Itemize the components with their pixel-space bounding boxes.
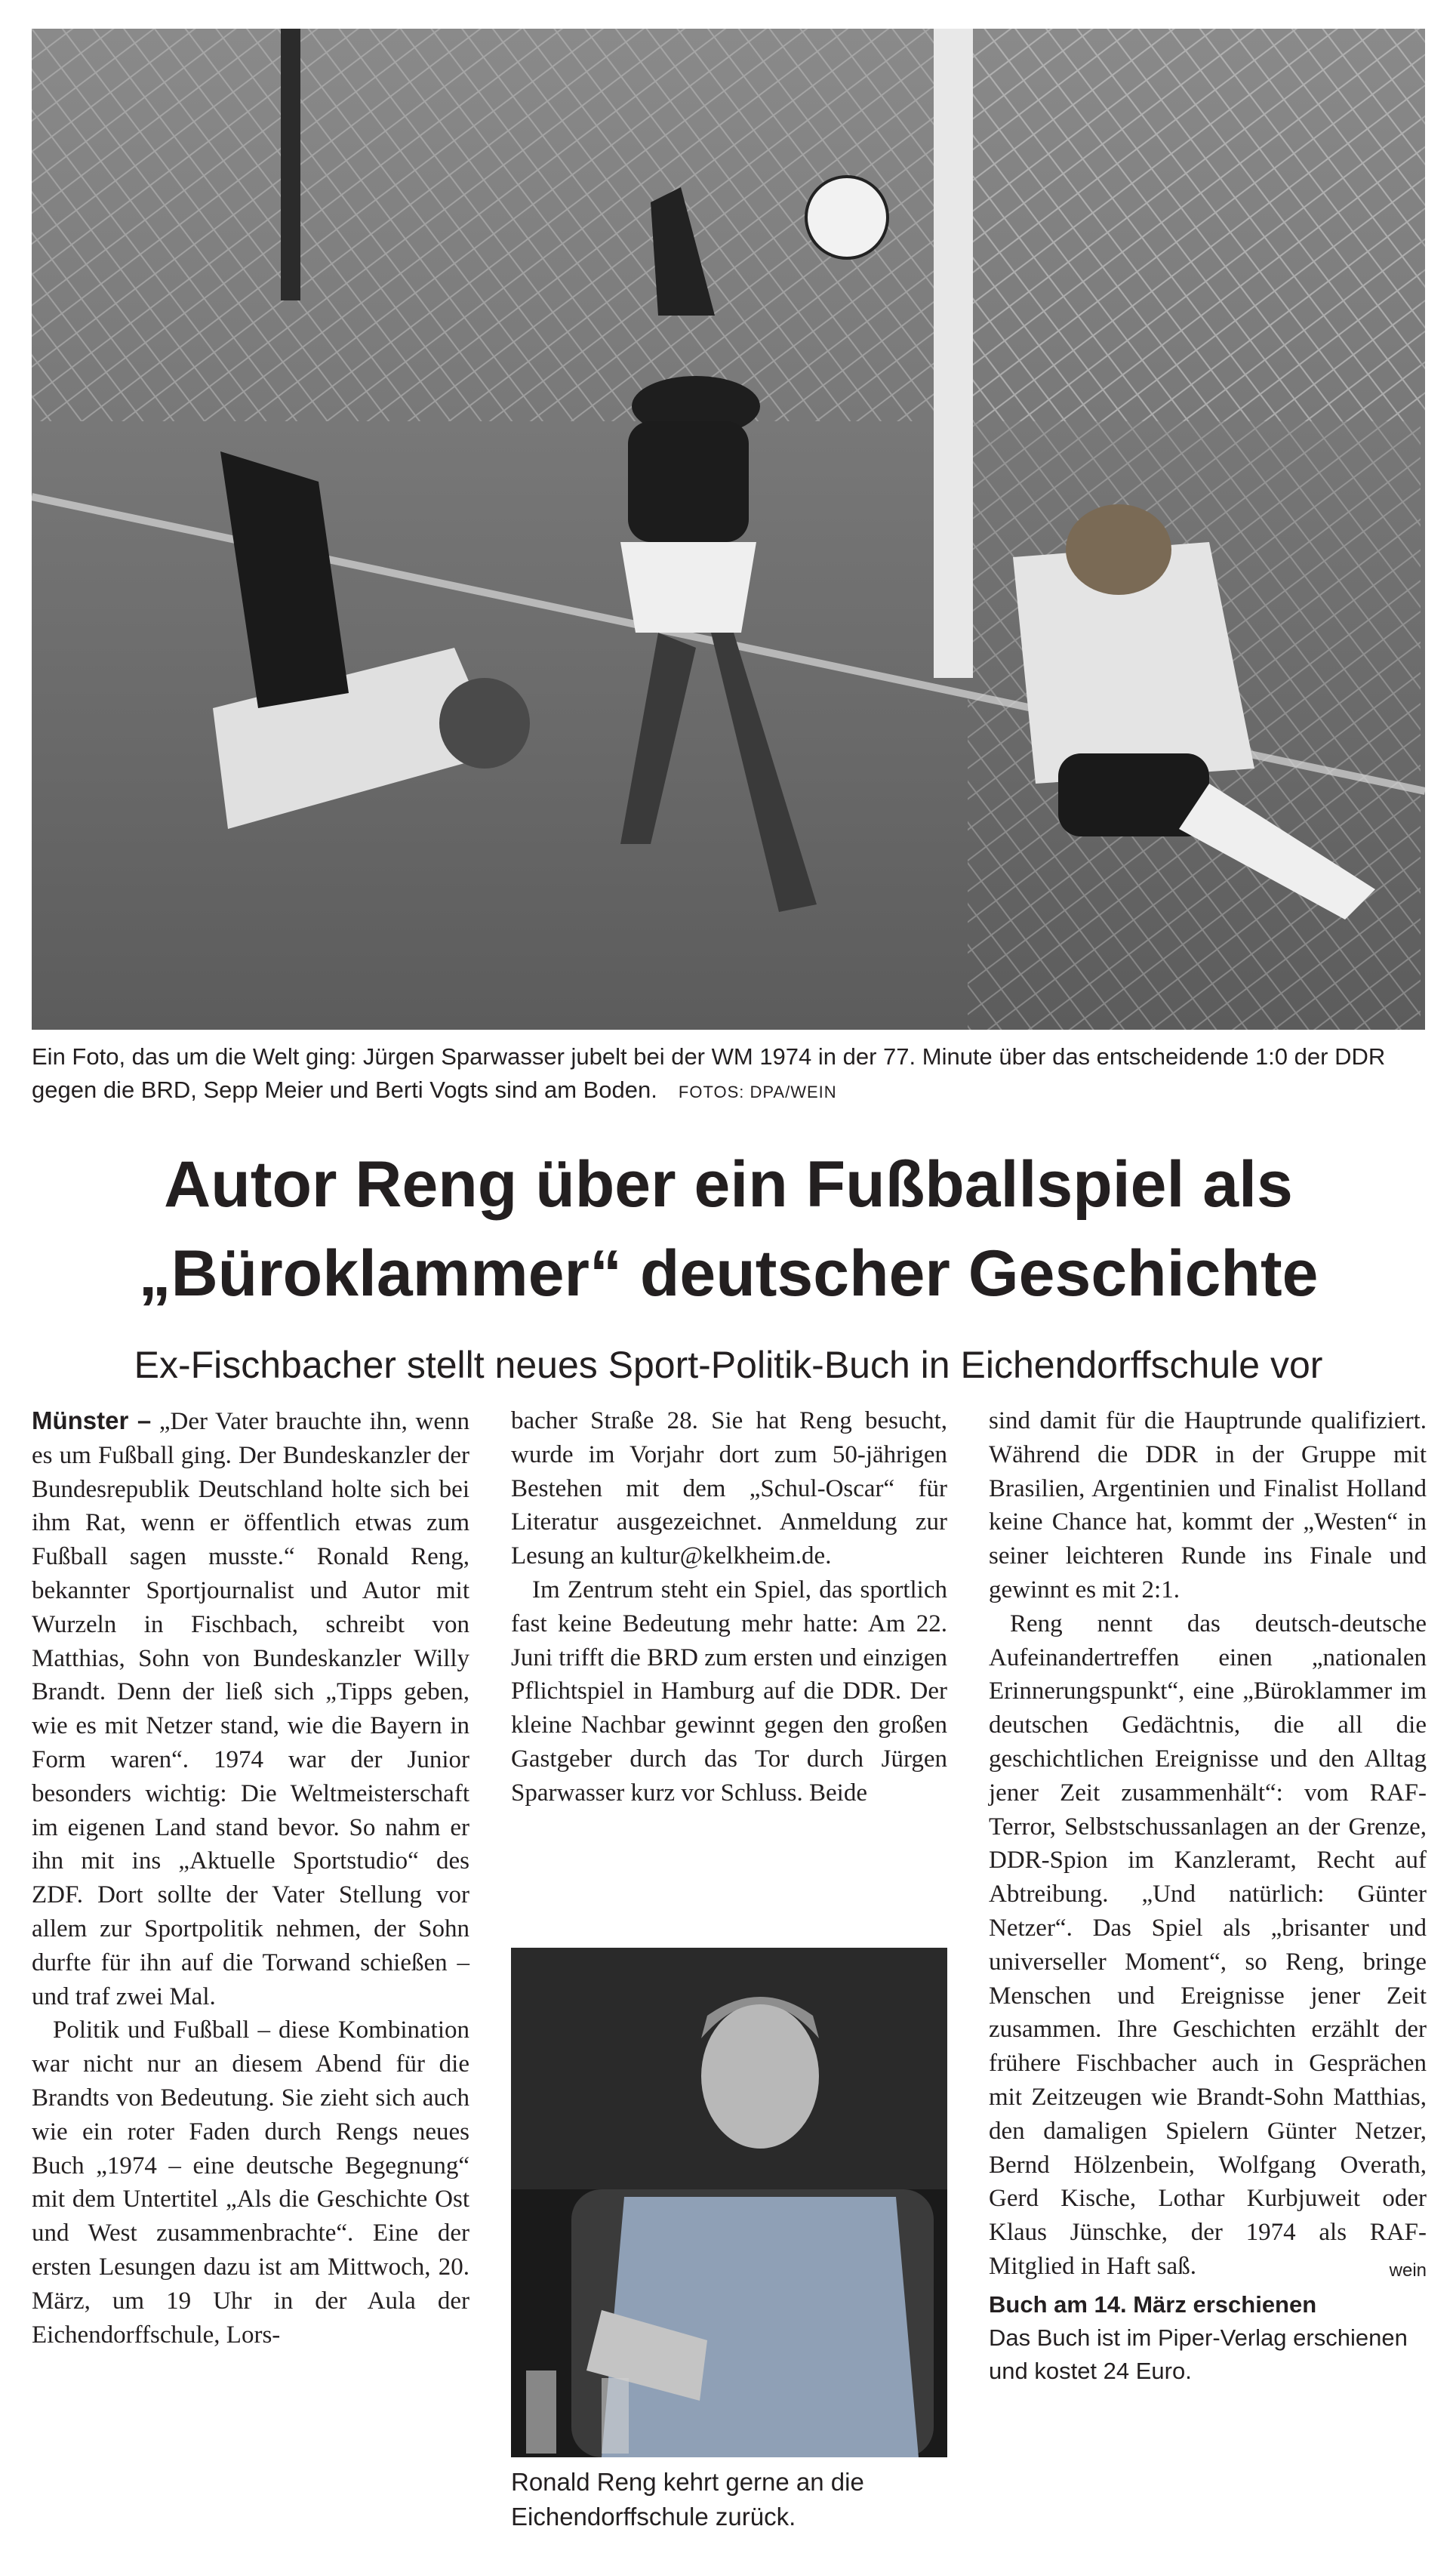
author-signature: wein: [1389, 2260, 1427, 2281]
paragraph-1: [32, 1404, 469, 2013]
paragraph-2-continued: bacher Straße 28. Sie hat Reng besucht, wurde im Vorjahr dort zum 50-jährigen Bestehen mit dem „Schul-Oscar“ für Literatur ausgezeichnet. Anmeldung zur Lesung an kultur@kelkheim.de.: [511, 1407, 947, 1570]
headline-line-2: „Büroklammer“ deutscher Geschichte: [138, 1237, 1319, 1310]
hero-caption-text: Ein Foto, das um die Welt ging: Jürgen Sparwasser jubelt bei der WM 1974 in der 77. Minute über das entscheidende 1:0 der DDR gegen die BRD, Sepp Meier und Berti Vogts sind am Boden.: [32, 1043, 1386, 1103]
info-box: [989, 2288, 1427, 2388]
hero-photo: [32, 29, 1425, 1030]
info-box-text: Das Buch ist im Piper-Verlag erschienen und kostet 24 Euro.: [989, 2324, 1408, 2384]
headline: [15, 1140, 1442, 1318]
paragraph-3: Im Zentrum steht ein Spiel, das sportlich fast keine Bedeutung mehr hatte: Am 22. Juni trifft die BRD zum ersten und einzigen Pflichtspiel in Hamburg auf die DDR. Der kleine Nachbar gewinnt gegen den großen Gastgeber durch das Tor durch Jürgen Sparwasser kurz vor Schluss. Beide: [511, 1576, 947, 1807]
article-column-1: [32, 1404, 469, 2352]
paragraph-1-text: „Der Vater brauchte ihn, wenn es um Fußball ging. Der Bundeskanzler der Bundesrepublik Deutschland holte sich bei ihm Rat, wenn er öffentlich etwas zum Fußball sagen musste.“ Ronald Reng, bekannter Sportjournalist und Autor mit Wurzeln in Fischbach, schreibt von Matthias, Sohn von Bundeskanzler Willy Brandt. Denn der ließ sich „Tipps geben, wie es mit Netzer stand, wie die Bayern in Form waren“. 1974 war der Junior besonders wichtig: Die Weltmeisterschaft im eigenen Land stand bevor. So nahm er ihn mit ins „Aktuelle Sportstudio“ des ZDF. Dort sollte der Vater Stellung vor allem zur Sportpolitik nehmen, der Sohn durfte für ihn auf die Torwand schießen – und traf zwei Mal.: [32, 1408, 470, 2010]
hero-caption: [32, 1040, 1425, 1109]
dateline: Münster –: [32, 1406, 152, 1434]
portrait-caption: Ronald Reng kehrt gerne an die Eichendorffschule zurück.: [511, 2468, 864, 2531]
paragraph-4: [989, 1607, 1427, 2284]
football-match-photo: [32, 29, 1425, 1030]
paragraph-3-continued: sind damit für die Hauptrunde qualifiziert. Während die DDR in der Gruppe mit Brasilien, Argentinien und Finalist Holland keine Chance hat, kommt der „Westen“ in seiner leichteren Runde ins Finale und gewinnt es mit 2:1.: [989, 1407, 1427, 1603]
portrait-photo: [511, 1948, 947, 2457]
info-box-title: Buch am 14. März erschienen: [989, 2290, 1317, 2318]
subheadline: Ex-Fischbacher stellt neues Sport-Politik-Buch in Eichendorffschule vor: [134, 1344, 1323, 1386]
speaker-photo: [511, 1948, 947, 2457]
paragraph-4-text: Reng nennt das deutsch-deutsche Aufeinandertreffen einen „nationalen Erinnerungspunkt“, eine „Büroklammer im deutschen Gedächtnis, die all die geschichtlichen Ereignisse und den Alltag jener Zeit zusammenhält“: vom RAF-Terror, Selbstschussanlagen an der Grenze, DDR-Spion im Kanzleramt, Recht auf Abtreibung. „Und natürlich: Günter Netzer“. Das Spiel als „brisanter und universeller Moment“, so Reng, bringe Menschen und Ereignisse jener Zeit zusammen. Ihre Geschichten erzählt der frühere Fischbacher auch in Gesprächen mit Zeitzeugen wie Brandt-Sohn Matthias, den damaligen Spielern Günter Netzer, Bernd Hölzenbein, Wolfgang Overath, Gerd Kische, Lothar Kurbjuweit oder Klaus Jünschke, der 1974 als RAF-Mitglied in Haft saß.: [989, 1610, 1427, 2280]
article-column-2: [511, 1404, 947, 1810]
article-column-3: [989, 1404, 1427, 2388]
paragraph-2: Politik und Fußball – diese Kombination war nicht nur an diesem Abend für die Brandts von Bedeutung. Sie zieht sich auch wie ein roter Faden durch Rengs neues Buch „1974 – eine deutsche Begegnung“ mit dem Untertitel „Als die Geschichte Ost und West zusammenbrachte“. Eine der ersten Lesungen dazu ist am Mittwoch, 20. März, um 19 Uhr in der Aula der Eichendorffschule, Lors-: [32, 2016, 469, 2349]
headline-line-1: Autor Reng über ein Fußballspiel als: [164, 1148, 1293, 1221]
photo-credit: FOTOS: DPA/WEIN: [678, 1083, 837, 1101]
